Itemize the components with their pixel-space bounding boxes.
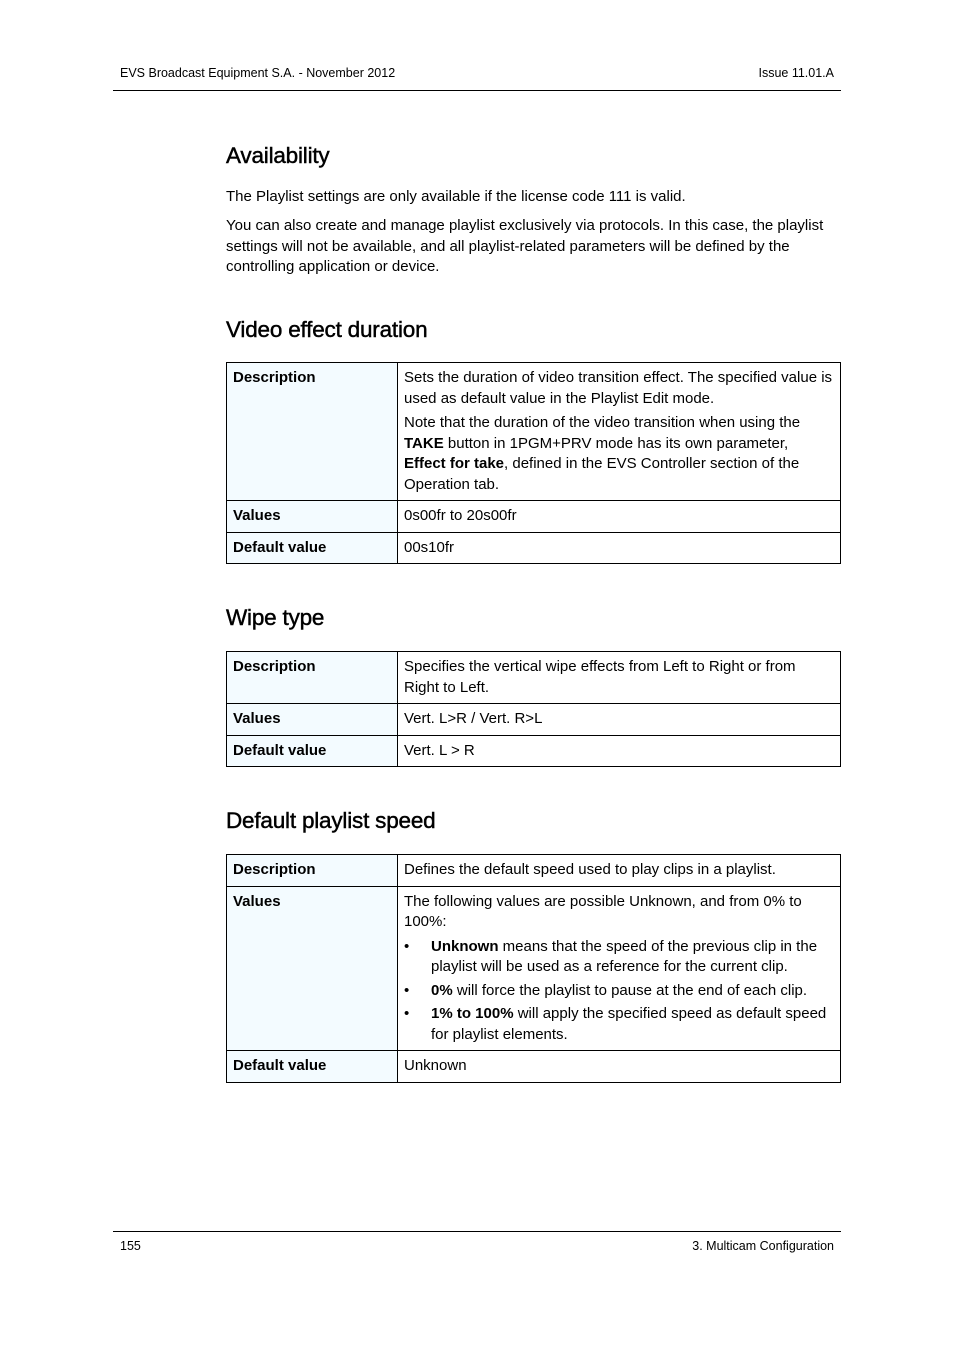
values-label: Values [227, 704, 398, 736]
table-row [227, 1051, 841, 1083]
values-label: Values [227, 886, 398, 1051]
availability-paragraph-2: You can also create and manage playlist exclusively via protocols. In this case, the playlist settings will not be available, and all playlist-related parameters will be defined by the controlling application or device. [226, 217, 824, 275]
availability-heading: Availability [226, 143, 330, 168]
bullet-term: 1% to 100% [431, 1005, 514, 1022]
header-issue: Issue 11.01.A [758, 66, 834, 80]
description-label: Description [227, 652, 398, 704]
default-playlist-speed-table [226, 854, 841, 1083]
bullet-icon: • [404, 1005, 410, 1022]
description-note [404, 413, 834, 495]
values-label: Values [227, 501, 398, 533]
header-company-date: EVS Broadcast Equipment S.A. - November 2012 [120, 66, 396, 80]
bullet-text: will force the playlist to pause at the end of each clip. [452, 981, 808, 999]
page-number: 155 [120, 1239, 141, 1253]
page-header [113, 66, 841, 91]
description-value: Defines the default speed used to play clips in a playlist. [398, 855, 841, 887]
description-label: Description [227, 363, 398, 501]
values-value: Vert. L>R / Vert. R>L [398, 704, 841, 736]
table-row [227, 363, 841, 501]
values-value [398, 886, 841, 1051]
bullet-text: means that the speed of the previous clip in the playlist will be used as a reference for the current clip. [431, 937, 818, 975]
table-row [227, 501, 841, 533]
note-text: button in 1PGM+PRV mode has its own parameter, [443, 434, 789, 452]
bullet-icon: • [404, 937, 410, 955]
description-text: Sets the duration of video transition effect. The specified value is used as default value in the Playlist Edit mode. [404, 369, 833, 407]
description-value [398, 363, 841, 501]
wipe-type-table [226, 651, 841, 767]
chapter-title: 3. Multicam Configuration [692, 1239, 834, 1253]
description-value: Specifies the vertical wipe effects from Left to Right or from Right to Left. [398, 652, 841, 704]
default-playlist-speed-heading: Default playlist speed [226, 808, 436, 833]
table-row [227, 652, 841, 704]
availability-paragraph-1: The Playlist settings are only available if the license code 111 is valid. [226, 188, 686, 205]
page-footer [113, 1231, 841, 1253]
description-label: Description [227, 855, 398, 887]
values-intro: The following values are possible Unknown, and from 0% to 100%: [404, 892, 802, 930]
bullet-term: Unknown [431, 937, 499, 955]
bullet-text: will apply the specified speed as default speed for playlist elements. [431, 1005, 827, 1043]
list-item [404, 937, 834, 978]
default-value: Unknown [398, 1051, 841, 1083]
table-row [227, 704, 841, 736]
wipe-type-heading: Wipe type [226, 605, 325, 630]
default-value-label: Default value [227, 1051, 398, 1083]
list-item [404, 1004, 834, 1045]
list-item [404, 981, 834, 1002]
bullet-term: 0% [431, 981, 453, 999]
default-value-label: Default value [227, 735, 398, 767]
note-take-bold: TAKE [404, 434, 444, 452]
table-row [227, 532, 841, 564]
video-effect-duration-heading: Video effect duration [226, 317, 428, 342]
default-value-label: Default value [227, 532, 398, 564]
default-value: Vert. L > R [398, 735, 841, 767]
note-text: , defined in the EVS Controller section of the Operation tab. [404, 455, 800, 493]
note-effect-bold: Effect for take [404, 455, 505, 472]
note-text: Note that the duration of the video transition when using the [404, 414, 801, 431]
default-value: 00s10fr [398, 532, 841, 564]
bullet-icon: • [404, 981, 410, 999]
table-row [227, 735, 841, 767]
values-value: 0s00fr to 20s00fr [398, 501, 841, 533]
values-bullet-list [404, 937, 834, 1046]
video-effect-duration-table [226, 362, 841, 564]
table-row [227, 886, 841, 1051]
table-row [227, 855, 841, 887]
